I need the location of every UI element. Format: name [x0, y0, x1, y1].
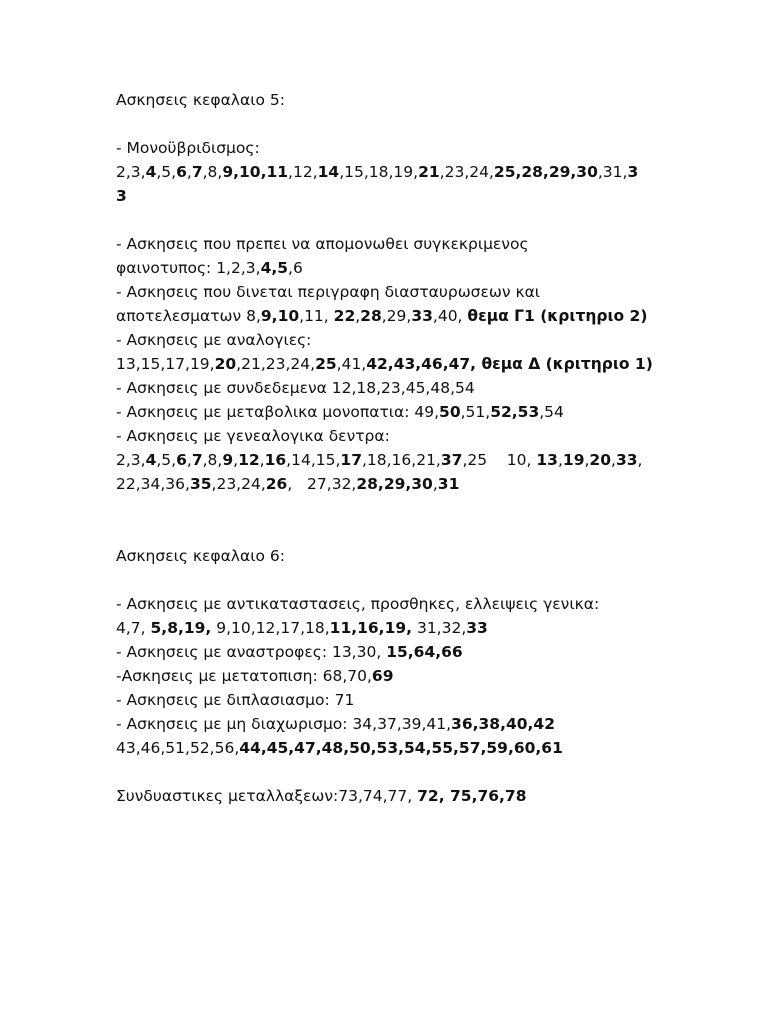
text-line: - Ασκησεις που πρεπει να απομονωθει συγκεκριμενος — [116, 235, 529, 253]
text-line: -Ασκησεις με μετατοπιση: 68,70,69 — [116, 667, 394, 685]
text-line: - Ασκησεις με αντικαταστασεις, προσθηκες, ελλειψεις γενικα: — [116, 595, 600, 613]
text-line: Συνδυαστικες μεταλλαξεων:73,74,77, 72, 75,76,78 — [116, 787, 527, 805]
text-line: φαινοτυπος: 1,2,3,4,5,6 — [116, 259, 303, 277]
chapter-6-title: Ασκησεις κεφαλαιο 6: — [116, 547, 285, 565]
text-line: 13,15,17,19,20,21,23,24,25,41,42,43,46,47, θεμα Δ (κριτηριο 1) — [116, 355, 653, 373]
text-line: - Ασκησεις με συνδεδεμενα 12,18,23,45,48,54 — [116, 379, 475, 397]
text-line: - Μονοϋβριδισμος: — [116, 139, 260, 157]
text-line — [116, 208, 661, 232]
text-line: - Ασκησεις με μεταβολικα μονοπατια: 49,50,51,52,53,54 — [116, 403, 564, 421]
text-line: - Ασκησεις με αναστροφες: 13,30, 15,64,66 — [116, 643, 463, 661]
chapter-6-lines — [116, 592, 661, 808]
text-line: αποτελεσματων 8,9,10,11, 22,28,29,33,40, θεμα Γ1 (κριτηριο 2) — [116, 307, 648, 325]
chapter-6-section — [116, 544, 661, 808]
text-line: 22,34,36,35,23,24,26, 27,32,28,29,30,31 — [116, 475, 460, 493]
text-line: - Ασκησεις με γενεαλογικα δεντρα: — [116, 427, 390, 445]
text-line: 2,3,4,5,6,7,8,9,12,16,14,15,17,18,16,21,37,25 10, 13,19,20,33, — [116, 451, 643, 469]
text-line: - Ασκησεις με μη διαχωρισμο: 34,37,39,41,36,38,40,42 — [116, 715, 555, 733]
text-line: 4,7, 5,8,19, 9,10,12,17,18,11,16,19, 31,32,33 — [116, 619, 488, 637]
text-line: - Ασκησεις με αναλογιες: — [116, 331, 312, 349]
text-line: 3 — [116, 187, 127, 205]
text-line — [116, 760, 661, 784]
text-line: 2,3,4,5,6,7,8,9,10,11,12,14,15,18,19,21,23,24,25,28,29,30,31,3 — [116, 163, 639, 181]
chapter-5-section — [116, 88, 661, 496]
text-line: 43,46,51,52,56,44,45,47,48,50,53,54,55,57,59,60,61 — [116, 739, 563, 757]
text-line: - Ασκησεις με διπλασιασμο: 71 — [116, 691, 355, 709]
text-line: - Ασκησεις που δινεται περιγραφη διασταυρωσεων και — [116, 283, 541, 301]
chapter-5-title: Ασκησεις κεφαλαιο 5: — [116, 91, 285, 109]
chapter-5-lines — [116, 136, 661, 496]
document-text — [116, 88, 661, 808]
